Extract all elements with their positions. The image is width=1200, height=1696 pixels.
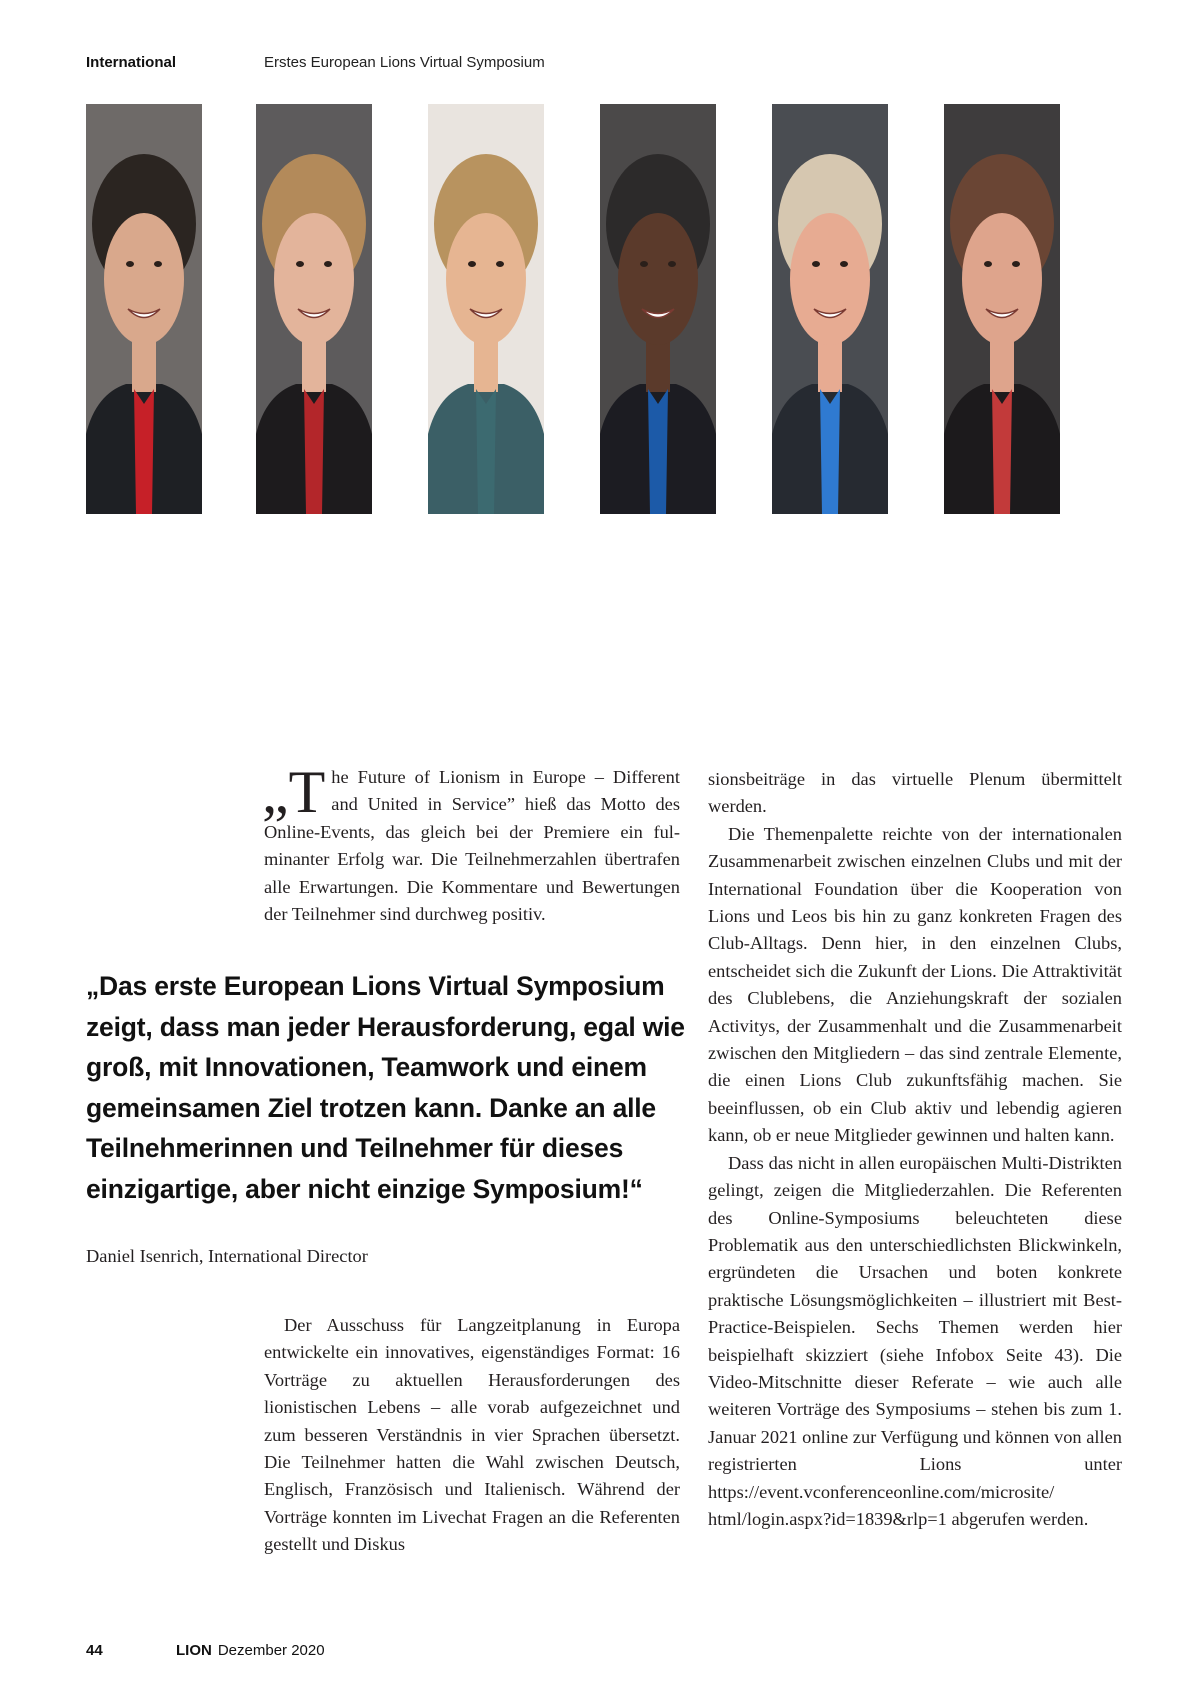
magazine-footer: [176, 1642, 325, 1659]
eye: [668, 261, 676, 267]
collar-accent: [820, 389, 840, 514]
face: [618, 213, 698, 345]
paragraph: Dass das nicht in allen europäischen Multi-Distrikten gelingt, zeigen die Mitgliederzahlen. Die Referenten des Online-Symposiums beleuchteten diese Problematik aus den unterschiedlichsten Blickwinkeln, ergründeten die Ursachen und boten konkrete praktische Lösungsmöglichkeiten – illustriert mit Best-Practice-Beispielen. Sechs Themen werden hier beispielhaft skizziert (siehe Infobox Seite 43). Die Video-Mitschnitte dieser Referate – wie auch alle weiteren Vorträge des Symposiums – stehen bis zum 1. Januar 2021 online zur Verfügung und können von allen registrierten Lions unter https://event.vconferenceonline.com/microsite/ html/login.aspx?id=1839&rlp=1 abgerufen werden.: [708, 1152, 1122, 1529]
eye: [812, 261, 820, 267]
portrait-photo: [86, 104, 202, 514]
collar-accent: [648, 389, 668, 514]
eye: [496, 261, 504, 267]
magazine-name: LION: [176, 1642, 212, 1659]
portrait-photo: [428, 104, 544, 514]
paragraph: Die Themenpalette reichte von der internationalen Zusammenarbeit zwischen einzelnen Clubs und mit der International Foundation über die Kooperation von Lions und Leos bis hin zu ganz konkreten Fragen des Club-Alltags. Denn hier, in den einzelnen Clubs, entscheidet sich die Zukunft der Lions. Die Attraktivität des Clublebens, die Anziehungskraft der sozialen Activitys, der Zusammenhalt und die Zusammenarbeit zwischen den Mitgliedern – das sind zentrale Elemente, die einen Lions Club zukunftsfähig machen. Sie beeinflussen, ob ein Club aktiv und lebendig agieren kann, ob er neue Mitglieder gewinnen und halten kann.: [708, 823, 1122, 1146]
portrait-photo: [600, 104, 716, 514]
column-1-paragraph: [264, 1312, 680, 1559]
portrait-photo: [944, 104, 1060, 514]
pull-quote: „Das erste European Lions Virtual Symposium zeigt, dass man jeder Herausforderung, egal wie groß, mit Innovationen, Teamwork und einem gemeinsamen Ziel trotzen kann. Danke an alle Teilnehmerinnen und Teilnehmer für dieses einzigartige, aber nicht einzige Symposium!“: [86, 971, 685, 1204]
eye: [296, 261, 304, 267]
paragraph: sionsbeiträge in das virtuelle Plenum übermittelt werden.: [708, 769, 1122, 817]
eye: [1012, 261, 1020, 267]
paragraph: Der Ausschuss für Langzeitplanung in Europa entwickelte ein innovatives, eigenständiges Format: 16 Vorträge zu aktuellen Herausforderungen des lionistischen Lebens – alle vorab aufgezeichnet und zum besseren Verständnis in vier Sprachen übersetzt. Die Teilnehmer hatten die Wahl zwischen Deutsch, Englisch, Französisch und Italienisch. Während der Vorträge konnten im Livechat Fragen an die Referenten gestellt und Diskus: [264, 1315, 680, 1555]
collar-accent: [992, 389, 1012, 514]
face: [962, 213, 1042, 345]
page-number: 44: [86, 1642, 103, 1659]
eye: [984, 261, 992, 267]
portrait-photo: [772, 104, 888, 514]
article-topic: Erstes European Lions Virtual Symposium: [264, 54, 545, 71]
eye: [154, 261, 162, 267]
eye: [126, 261, 134, 267]
eye: [640, 261, 648, 267]
quote-attribution: Daniel Isenrich, International Director: [86, 1246, 368, 1266]
eye: [324, 261, 332, 267]
collar-accent: [476, 389, 496, 514]
portrait-photo: [256, 104, 372, 514]
intro-text: he Future of Lionism in Europe – Different and United in Service” hieß das Motto des Online-Events, das gleich bei der Premiere ein fulminanter Erfolg war. Die Teilnehmerzahlen übertrafen alle Erwartungen. Die Kommentare und Bewertungen der Teilnehmer sind durchweg positiv.: [264, 767, 680, 925]
eye: [468, 261, 476, 267]
intro-paragraph: [262, 759, 680, 928]
drop-cap: „T: [262, 759, 326, 825]
eye: [840, 261, 848, 267]
face: [274, 213, 354, 345]
issue-date: Dezember 2020: [217, 1642, 325, 1659]
face: [446, 213, 526, 345]
face: [104, 213, 184, 345]
collar-accent: [304, 389, 324, 514]
collar-accent: [134, 389, 154, 514]
section-label: International: [86, 54, 177, 71]
face: [790, 213, 870, 345]
column-2: [708, 766, 1122, 1533]
